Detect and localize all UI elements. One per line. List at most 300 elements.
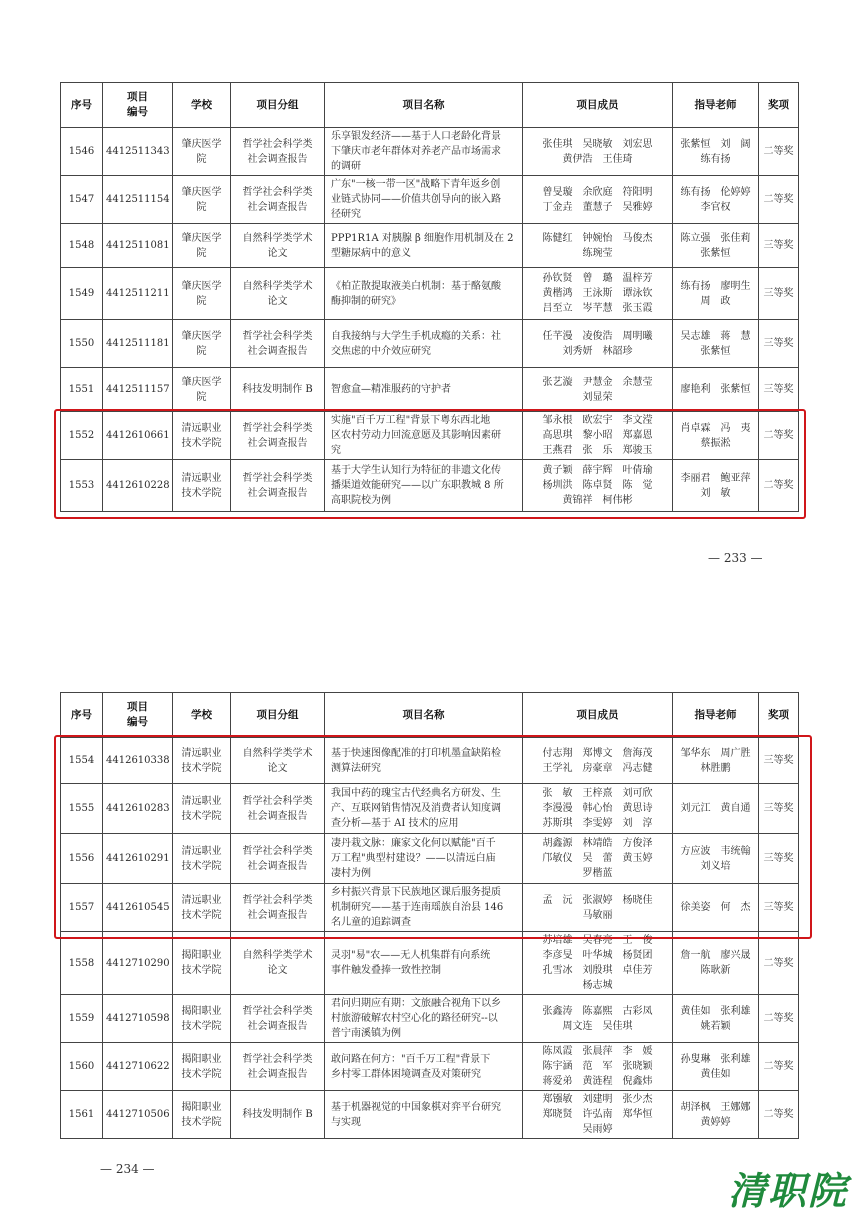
- advisors-line: 徐美姿 何 杰: [680, 902, 751, 913]
- school-name-line: 技术学院: [181, 487, 222, 499]
- advisors-line: 廖艳利 张紫恒: [680, 384, 751, 395]
- project-group-line: 自然科学类学术: [242, 280, 313, 292]
- project-name-line: 的调研: [331, 161, 361, 172]
- project-members-line: 李彦旻 叶华城 杨贤团: [542, 950, 653, 961]
- school-name-line: 肇庆医学: [181, 138, 222, 150]
- project-group-line: 社会调查报告: [247, 1068, 308, 1080]
- project-group-cell: [231, 932, 325, 995]
- project-name-line: 智愈盒—精准服药的守护者: [331, 384, 451, 395]
- advisors-cell: [673, 268, 759, 320]
- advisors-line: 林胜鹏: [700, 762, 731, 774]
- award-cell: 三等奖: [759, 884, 799, 932]
- project-group-cell: [231, 1043, 325, 1091]
- project-members-cell: [523, 995, 673, 1043]
- award-cell: 三等奖: [759, 268, 799, 320]
- project-group-line: 哲学社会科学类: [242, 138, 313, 150]
- advisors-line: 邹华东 周广胜: [680, 747, 751, 759]
- project-members-line: 苏培雄 吴春亮 王 俊: [542, 935, 653, 946]
- project-code-cell: 4412511343: [103, 128, 173, 176]
- project-name-line: 凄丹栽文脉：廉家文化何以赋能"百千: [331, 838, 496, 849]
- project-name-line: 实施"百千万工程"背景下粤东西北地: [331, 415, 491, 426]
- project-group-cell: [231, 224, 325, 268]
- advisors-line: 刘义培: [700, 860, 731, 872]
- school-name-cell: [173, 834, 231, 884]
- project-name-cell: [325, 176, 523, 224]
- project-group-line: 哲学社会科学类: [242, 845, 313, 857]
- table-row: [61, 368, 799, 412]
- project-name-cell: [325, 128, 523, 176]
- project-name-line: 区农村劳动力回流意愿及其影响因素研: [331, 430, 501, 441]
- school-name-line: 清远职业: [181, 472, 222, 484]
- project-members-line: 王学礼 房豪章 冯志健: [542, 762, 653, 774]
- project-group-cell: [231, 460, 325, 512]
- advisors-line: 刘 敏: [700, 487, 731, 499]
- project-name-line: 村旅游破解农村空心化的路径研究--以: [331, 1013, 498, 1024]
- project-group-cell: [231, 738, 325, 784]
- school-name-line: 院: [196, 391, 207, 403]
- project-members-line: 杨志城: [582, 980, 613, 991]
- page-number-233: — 233 —: [708, 551, 763, 565]
- advisors-cell: [673, 320, 759, 368]
- project-name-line: 产、互联网销售情况及消费者认知度调: [331, 803, 501, 814]
- project-members-line: 张 敏 王梓熹 刘可欣: [542, 788, 653, 799]
- project-members-line: 苏斯琪 李雯婷 刘 淳: [542, 818, 653, 829]
- school-name-cell: [173, 128, 231, 176]
- project-group-cell: [231, 834, 325, 884]
- advisors-line: 肖卓霖 冯 夷: [680, 422, 751, 434]
- advisors-line: 吴志雄 蒋 慧: [680, 330, 751, 342]
- project-members-cell: [523, 932, 673, 995]
- advisors-line: 黄婷婷: [700, 1116, 731, 1128]
- header-code: [103, 693, 173, 738]
- header-code-line1: 项目: [127, 91, 148, 103]
- project-name-line: 基于大学生认知行为特征的非遗文化传: [331, 465, 501, 476]
- project-group-cell: [231, 1091, 325, 1139]
- project-name-line: 万工程"典型村建设？——以清远白庙: [331, 853, 496, 864]
- header-advisors: 指导老师: [673, 693, 759, 738]
- table-header-row: [61, 693, 799, 738]
- project-members-line: 张鑫涛 陈嘉熙 古彩凤: [542, 1005, 653, 1017]
- project-name-cell: [325, 834, 523, 884]
- school-name-line: 揭阳职业: [181, 950, 222, 961]
- table-row: [61, 460, 799, 512]
- advisors-cell: [673, 834, 759, 884]
- school-logo-text: 清职院: [727, 1168, 848, 1213]
- project-name-cell: [325, 995, 523, 1043]
- row-number-cell: 1546: [61, 128, 103, 176]
- project-name-cell: [325, 1091, 523, 1139]
- project-name-line: 普宁南溪镇为例: [331, 1028, 401, 1039]
- project-name-line: 基于机器视觉的中国象棋对弈平台研究: [331, 1101, 501, 1113]
- project-name-cell: [325, 368, 523, 412]
- row-number-cell: 1555: [61, 784, 103, 834]
- school-name-cell: [173, 738, 231, 784]
- project-group-cell: [231, 995, 325, 1043]
- school-name-line: 揭阳职业: [181, 1053, 222, 1065]
- row-number-cell: 1559: [61, 995, 103, 1043]
- project-group-line: 论文: [267, 762, 288, 774]
- school-name-cell: [173, 460, 231, 512]
- project-members-cell: [523, 128, 673, 176]
- advisors-line: 孙叟琳 张利雄: [680, 1053, 751, 1065]
- project-group-cell: [231, 884, 325, 932]
- project-members-cell: [523, 784, 673, 834]
- advisors-cell: [673, 738, 759, 784]
- award-cell: 二等奖: [759, 1091, 799, 1139]
- project-name-cell: [325, 320, 523, 368]
- project-members-cell: [523, 738, 673, 784]
- school-name-cell: [173, 368, 231, 412]
- project-group-line: 社会调查报告: [247, 345, 308, 357]
- project-name-cell: [325, 884, 523, 932]
- school-name-cell: [173, 176, 231, 224]
- advisors-line: 李丽君 鲍亚萍: [680, 472, 751, 484]
- row-number-cell: 1554: [61, 738, 103, 784]
- project-group-line: 社会调查报告: [247, 1020, 308, 1032]
- school-name-line: 清远职业: [181, 747, 222, 759]
- award-cell: 二等奖: [759, 460, 799, 512]
- header-code-line2: 编号: [127, 106, 148, 118]
- project-code-cell: 4412511154: [103, 176, 173, 224]
- project-name-line: 凄村为例: [331, 868, 371, 879]
- award-cell: 二等奖: [759, 176, 799, 224]
- project-group-line: 论文: [267, 965, 288, 976]
- advisors-line: 陈耿新: [700, 965, 731, 976]
- table-row: [61, 224, 799, 268]
- project-members-line: 练琬莹: [582, 247, 613, 259]
- award-cell: 三等奖: [759, 368, 799, 412]
- project-code-cell: 4412610283: [103, 784, 173, 834]
- header-no: 序号: [61, 83, 103, 128]
- project-group-line: 哲学社会科学类: [242, 795, 313, 807]
- advisors-cell: [673, 176, 759, 224]
- advisors-line: 张紫恒: [700, 247, 731, 259]
- project-members-cell: [523, 368, 673, 412]
- award-table-page-233: [60, 82, 799, 512]
- school-name-line: 技术学院: [181, 1116, 222, 1128]
- school-name-line: 技术学院: [181, 762, 222, 774]
- table-row: [61, 128, 799, 176]
- row-number-cell: 1556: [61, 834, 103, 884]
- school-name-cell: [173, 224, 231, 268]
- project-members-line: 蒋爱弟 黄涟程 倪鑫炜: [542, 1076, 653, 1087]
- project-name-line: 测算法研究: [331, 762, 381, 774]
- project-members-line: 郑晓贤 许弘南 郑华恒: [542, 1109, 653, 1120]
- project-code-cell: 4412710506: [103, 1091, 173, 1139]
- advisors-line: 方应波 韦统翰: [680, 845, 751, 857]
- project-group-cell: [231, 268, 325, 320]
- project-members-cell: [523, 460, 673, 512]
- project-name-line: 与实现: [331, 1116, 361, 1128]
- project-group-cell: [231, 176, 325, 224]
- project-group-cell: [231, 412, 325, 460]
- school-name-line: 清远职业: [181, 795, 222, 807]
- school-name-line: 技术学院: [181, 810, 222, 822]
- project-members-cell: [523, 834, 673, 884]
- advisors-cell: [673, 884, 759, 932]
- header-award: 奖项: [759, 83, 799, 128]
- project-name-line: 酶抑制的研究》: [331, 295, 401, 307]
- project-name-cell: [325, 932, 523, 995]
- advisors-cell: [673, 1091, 759, 1139]
- advisors-line: 黄佳如 张利雄: [680, 1005, 751, 1017]
- project-group-line: 自然科学类学术: [242, 950, 313, 961]
- project-name-line: 径研究: [331, 209, 361, 220]
- project-name-line: 下肇庆市老年群体对养老产品市场需求: [331, 146, 501, 157]
- project-name-line: 灵羽"易"农——无人机集群有向系统: [331, 950, 491, 961]
- school-name-line: 技术学院: [181, 909, 222, 921]
- advisors-line: 姚若颖: [700, 1020, 731, 1032]
- project-name-line: 乡村零工群体困境调查及对策研究: [331, 1068, 481, 1080]
- project-name-line: 乐享银发经济——基于人口老龄化背景: [331, 131, 501, 142]
- project-name-line: 自我接纳与大学生手机成瘾的关系：社: [331, 330, 501, 342]
- award-cell: 三等奖: [759, 784, 799, 834]
- advisors-line: 胡泽枫 王娜娜: [680, 1101, 751, 1113]
- project-members-line: 周文连 吴佳琪: [562, 1020, 633, 1032]
- project-group-line: 哲学社会科学类: [242, 186, 313, 198]
- table-row: [61, 320, 799, 368]
- header-name: 项目名称: [325, 693, 523, 738]
- advisors-line: 练有扬: [700, 153, 731, 165]
- project-code-cell: 4412710290: [103, 932, 173, 995]
- project-code-cell: 4412710598: [103, 995, 173, 1043]
- table-row: [61, 995, 799, 1043]
- school-name-cell: [173, 1091, 231, 1139]
- school-name-line: 院: [196, 295, 207, 307]
- project-code-cell: 4412511157: [103, 368, 173, 412]
- school-name-line: 技术学院: [181, 860, 222, 872]
- project-members-line: 黄子颖 薛宇辉 叶倩瑜: [542, 465, 653, 476]
- row-number-cell: 1547: [61, 176, 103, 224]
- project-members-line: 罗楷蓝: [582, 868, 613, 879]
- advisors-cell: [673, 128, 759, 176]
- project-members-line: 孙钦贤 曾 璐 温梓芳: [542, 273, 653, 284]
- school-name-line: 技术学院: [181, 1068, 222, 1080]
- project-members-line: 张艺漩 尹慧金 余慧莹: [542, 376, 653, 388]
- advisors-line: 黄佳如: [700, 1068, 731, 1080]
- project-name-cell: [325, 784, 523, 834]
- advisors-line: 周 政: [700, 295, 731, 307]
- project-group-line: 哲学社会科学类: [242, 422, 313, 434]
- project-members-line: 孔雪冰 刘殷琪 卓佳芳: [542, 965, 653, 976]
- project-name-line: 基于快速图像配准的打印机墨盒缺陷检: [331, 747, 501, 759]
- school-name-line: 技术学院: [181, 437, 222, 449]
- project-members-line: 张佳琪 吴晓敏 刘宏思: [542, 138, 653, 150]
- project-name-line: 究: [331, 445, 341, 456]
- project-group-line: 哲学社会科学类: [242, 894, 313, 906]
- advisors-cell: [673, 412, 759, 460]
- project-group-line: 社会调查报告: [247, 909, 308, 921]
- advisors-line: 蔡振淞: [700, 437, 731, 449]
- project-name-cell: [325, 738, 523, 784]
- project-members-cell: [523, 884, 673, 932]
- project-name-line: 敢问路在何方："百千万工程"背景下: [331, 1053, 491, 1065]
- project-members-line: 邹永根 欧宏宇 李文滢: [542, 415, 653, 426]
- project-name-line: 乡村振兴背景下民族地区课后服务提质: [331, 887, 501, 898]
- project-name-line: 《柏芷散提取液美白机制：基于酪氨酸: [331, 280, 501, 292]
- project-code-cell: 4412610228: [103, 460, 173, 512]
- header-no: 序号: [61, 693, 103, 738]
- project-group-line: 社会调查报告: [247, 810, 308, 822]
- project-name-line: 型糖尿病中的意义: [331, 247, 411, 259]
- project-group-line: 社会调查报告: [247, 860, 308, 872]
- header-advisors: 指导老师: [673, 83, 759, 128]
- header-school: 学校: [173, 693, 231, 738]
- project-group-cell: [231, 784, 325, 834]
- row-number-cell: 1548: [61, 224, 103, 268]
- project-code-cell: 4412511181: [103, 320, 173, 368]
- school-name-line: 肇庆医学: [181, 330, 222, 342]
- award-table-page-234: [60, 692, 799, 1139]
- project-name-line: 业链式协同——价值共创导向的嵌入路: [331, 194, 501, 205]
- school-name-line: 院: [196, 201, 207, 213]
- project-group-line: 社会调查报告: [247, 201, 308, 213]
- project-members-line: 马敏丽: [582, 909, 613, 921]
- project-members-line: 刘显荣: [582, 391, 613, 403]
- table-row: [61, 268, 799, 320]
- school-name-cell: [173, 412, 231, 460]
- school-name-cell: [173, 268, 231, 320]
- project-group-line: 自然科学类学术: [242, 747, 313, 759]
- school-name-line: 技术学院: [181, 1020, 222, 1032]
- header-members: 项目成员: [523, 693, 673, 738]
- row-number-cell: 1558: [61, 932, 103, 995]
- table-row: [61, 738, 799, 784]
- advisors-cell: [673, 995, 759, 1043]
- project-name-line: 名儿童的追踪调查: [331, 917, 411, 928]
- project-members-line: 陈凤霞 张晨萍 李 媛: [542, 1046, 653, 1057]
- advisors-line: 李官权: [700, 201, 731, 213]
- row-number-cell: 1552: [61, 412, 103, 460]
- project-members-line: 杨圳洪 陈卓贤 陈 觉: [542, 480, 653, 491]
- school-name-line: 院: [196, 153, 207, 165]
- project-name-line: 交焦虑的中介效应研究: [331, 345, 431, 357]
- award-cell: 二等奖: [759, 995, 799, 1043]
- school-name-line: 肇庆医学: [181, 376, 222, 388]
- project-group-line: 论文: [267, 295, 288, 307]
- project-members-line: 黄伊浩 王佳琦: [562, 153, 633, 165]
- project-members-line: 黄楷鸿 王泳斯 谭泳钦: [542, 288, 653, 299]
- project-name-line: 事件触发叠捧一致性控制: [331, 965, 441, 976]
- school-name-cell: [173, 884, 231, 932]
- row-number-cell: 1553: [61, 460, 103, 512]
- advisors-line: 陈立强 张佳莉: [680, 232, 751, 244]
- header-school: 学校: [173, 83, 231, 128]
- project-group-cell: [231, 128, 325, 176]
- project-code-cell: 4412511211: [103, 268, 173, 320]
- project-name-line: 播渠道效能研究——以广东职教城 8 所: [331, 480, 504, 491]
- header-code-line2: 编号: [127, 716, 148, 728]
- table-row: [61, 412, 799, 460]
- project-members-line: 陈宇涵 范 军 张晓颖: [542, 1061, 653, 1072]
- school-name-line: 技术学院: [181, 965, 222, 976]
- advisors-cell: [673, 460, 759, 512]
- project-members-line: 任芊漫 凌俊浩 周明曦: [542, 330, 653, 342]
- project-members-line: 吕至立 岑芊慧 张玉霞: [542, 303, 653, 314]
- table-row: [61, 1043, 799, 1091]
- project-members-cell: [523, 412, 673, 460]
- row-number-cell: 1550: [61, 320, 103, 368]
- header-members: 项目成员: [523, 83, 673, 128]
- school-name-line: 清远职业: [181, 894, 222, 906]
- project-name-line: 我国中药的瑰宝古代经典名方研发、生: [331, 788, 501, 799]
- row-number-cell: 1561: [61, 1091, 103, 1139]
- project-name-cell: [325, 412, 523, 460]
- advisors-line: 练有扬 伦婷婷: [680, 186, 751, 198]
- row-number-cell: 1551: [61, 368, 103, 412]
- project-members-line: 胡鑫源 林靖皓 方俊泽: [542, 838, 653, 849]
- project-code-cell: 4412610545: [103, 884, 173, 932]
- school-name-line: 肇庆医学: [181, 186, 222, 198]
- row-number-cell: 1557: [61, 884, 103, 932]
- project-name-cell: [325, 224, 523, 268]
- project-group-line: 社会调查报告: [247, 437, 308, 449]
- award-cell: 二等奖: [759, 1043, 799, 1091]
- header-name: 项目名称: [325, 83, 523, 128]
- table-row: [61, 784, 799, 834]
- row-number-cell: 1560: [61, 1043, 103, 1091]
- school-name-line: 清远职业: [181, 845, 222, 857]
- project-members-line: 郑镪敏 刘建明 张少杰: [542, 1094, 653, 1105]
- award-cell: 三等奖: [759, 320, 799, 368]
- project-members-cell: [523, 320, 673, 368]
- project-members-line: 王燕君 张 乐 郑骏玉: [542, 445, 653, 456]
- project-name-line: 查分析—基于 AI 技术的应用: [331, 818, 459, 829]
- project-name-cell: [325, 268, 523, 320]
- school-name-line: 肇庆医学: [181, 280, 222, 292]
- project-members-line: 付志翔 郑博文 詹海茂: [542, 747, 653, 759]
- project-name-line: PPP1R1A 对胰腺 β 细胞作用机制及在 2: [331, 232, 514, 244]
- advisors-line: 张紫恒 刘 阔: [680, 138, 751, 150]
- advisors-cell: [673, 224, 759, 268]
- project-code-cell: 4412610661: [103, 412, 173, 460]
- project-members-cell: [523, 268, 673, 320]
- project-members-line: 邝敏仪 吴 蕾 黄玉婷: [542, 853, 653, 864]
- project-group-cell: [231, 320, 325, 368]
- project-group-cell: [231, 368, 325, 412]
- project-group-line: 哲学社会科学类: [242, 1005, 313, 1017]
- header-award: 奖项: [759, 693, 799, 738]
- school-name-cell: [173, 932, 231, 995]
- project-members-cell: [523, 176, 673, 224]
- row-number-cell: 1549: [61, 268, 103, 320]
- project-members-line: 丁金垚 董慧子 吴雅婷: [542, 201, 653, 213]
- advisors-cell: [673, 784, 759, 834]
- project-name-line: 广东"一核一带一区"战略下青年返乡创: [331, 179, 501, 190]
- project-members-line: 孟 沅 张淑婷 杨晓佳: [542, 894, 653, 906]
- award-cell: 二等奖: [759, 932, 799, 995]
- advisors-line: 詹一航 廖兴晟: [680, 950, 751, 961]
- advisors-line: 刘元江 黄自通: [680, 803, 751, 814]
- project-code-cell: 4412610291: [103, 834, 173, 884]
- header-group: 项目分组: [231, 693, 325, 738]
- project-group-line: 科技发明制作 B: [242, 1109, 313, 1120]
- header-group: 项目分组: [231, 83, 325, 128]
- project-members-cell: [523, 224, 673, 268]
- advisors-cell: [673, 1043, 759, 1091]
- award-cell: 二等奖: [759, 128, 799, 176]
- table-header-row: [61, 83, 799, 128]
- school-name-cell: [173, 995, 231, 1043]
- project-members-cell: [523, 1043, 673, 1091]
- project-code-cell: 4412610338: [103, 738, 173, 784]
- project-name-line: 高职院校为例: [331, 495, 391, 506]
- project-members-cell: [523, 1091, 673, 1139]
- table-row: [61, 834, 799, 884]
- project-members-line: 高思琪 黎小昭 郑嘉恩: [542, 430, 653, 441]
- project-members-line: 曾旻璇 余欣庭 符阳明: [542, 186, 653, 198]
- project-group-line: 哲学社会科学类: [242, 472, 313, 484]
